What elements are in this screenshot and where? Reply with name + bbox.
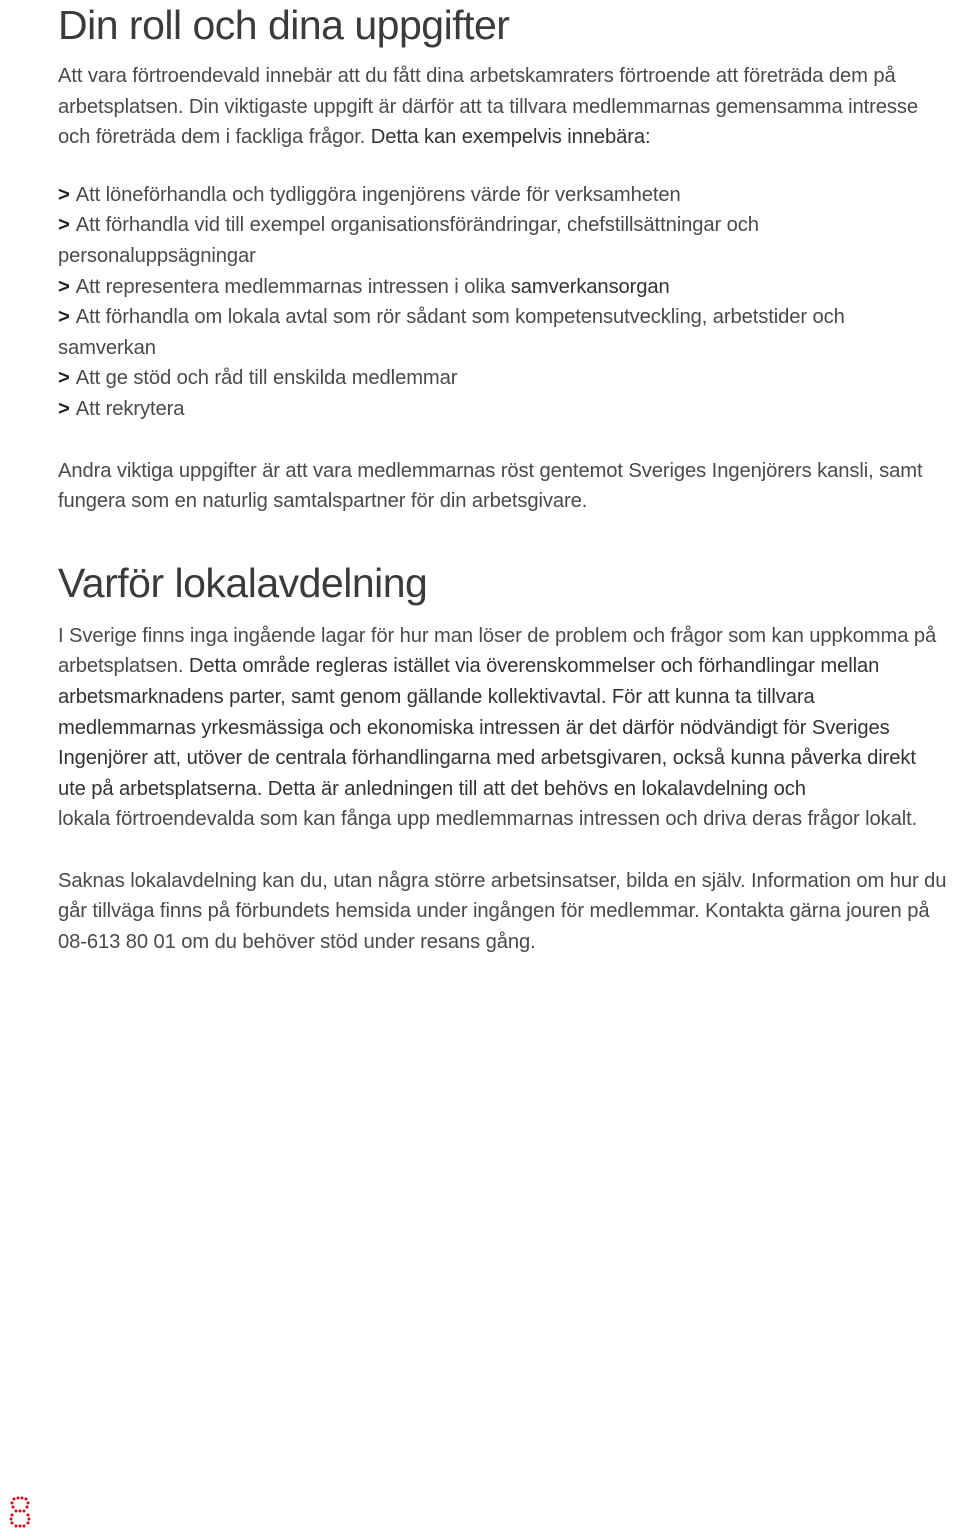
logo-dot [11, 1522, 14, 1525]
logo-dot [17, 1497, 20, 1500]
section-title-lokalavdelning: Varför lokalavdelning [58, 559, 428, 606]
bullet-marker: > [58, 275, 70, 298]
logo-dot [19, 1510, 22, 1513]
task-list [58, 180, 948, 425]
bullet-marker: > [58, 183, 70, 206]
intro-paragraph [58, 61, 948, 153]
logo-dot [11, 1514, 14, 1517]
logo-dot [15, 1525, 18, 1528]
logo-dot [13, 1498, 16, 1501]
list-item-text: Att representera medlemmarnas intressen i olika [75, 275, 511, 298]
logo-dot [15, 1510, 18, 1513]
list-item [58, 210, 948, 271]
paragraph-continuation: lokala förtroendevalda som kan fånga upp medlemmarnas intressen och driva deras frågor lokalt. [58, 808, 918, 831]
bullet-marker: > [58, 367, 70, 390]
logo-dot [12, 1506, 15, 1509]
section-title-roll: Din roll och dina uppgifter [58, 2, 510, 48]
list-item [58, 302, 948, 363]
dotted-logo-icon [8, 1496, 32, 1528]
bullet-marker: > [58, 397, 70, 420]
paragraph-lead: I Sverige finns inga ingående lagar för hur man löser de problem och frågor som kan uppkomma på arbetsplatsen. [58, 624, 937, 678]
logo-dot [10, 1518, 13, 1521]
logo-dot [19, 1525, 22, 1528]
list-item-text: Att förhandla om lokala avtal som rör sådant som kompetensutveckling, arbetstider och samverkan [58, 306, 845, 359]
list-item [58, 394, 948, 425]
list-item [58, 363, 948, 394]
logo-dot [11, 1502, 14, 1505]
bullet-marker: > [58, 306, 70, 329]
list-item-text: Att ge stöd och råd till enskilda medlemmar [75, 367, 458, 390]
dotted-logo-graphic [8, 1496, 32, 1528]
document-page [58, 0, 948, 958]
samverkansorgan-term: samverkansorgan [510, 275, 670, 298]
logo-dot [21, 1497, 24, 1500]
list-item-text: Att rekrytera [75, 397, 185, 420]
intro-lead-in: Detta kan exempelvis innebära: [365, 126, 651, 149]
logo-dot [28, 1518, 31, 1521]
list-item-text: Att förhandla vid till exempel organisationsförändringar, chefstillsättningar och personaluppsägningar [58, 214, 759, 267]
list-item [58, 272, 948, 303]
list-item [58, 180, 948, 211]
list-item-text: Att löneförhandla och tydliggöra ingenjörens värde för verksamheten [75, 183, 681, 206]
intro-text: Att vara förtroendevald innebär att du fått dina arbetskamraters förtroende att företräda dem på arbetsplatsen. Din viktigaste uppgift är därför att ta tillvara medlemmarnas gemensamma intresse och företräda dem i fackliga frågor. [58, 65, 918, 149]
logo-dot [26, 1506, 29, 1509]
contact-paragraph: Saknas lokalavdelning kan du, utan några större arbetsinsatser, bilda en själv. Information om hur du går tillväga finns på förbundets hemsida under ingången för medlemmar. Kontakta gärna jouren på 08-613 80 01 om du behöver stöd under resans gång. [58, 869, 947, 954]
logo-dot [27, 1502, 30, 1505]
lokalavdelning-paragraph [58, 621, 948, 805]
logo-dot [27, 1522, 30, 1525]
logo-dot [25, 1498, 28, 1501]
logo-dot [23, 1525, 26, 1528]
closing-paragraph: Andra viktiga uppgifter är att vara medlemmarnas röst gentemot Sveriges Ingenjörers kansli, samt fungera som en naturlig samtalspartner för din arbetsgivare. [58, 459, 923, 513]
paragraph-body: Detta område regleras istället via överenskommelser och förhandlingar mellan arbetsmarknadens parter, samt genom gällande kollektivavtal. För att kunna ta tillvara medlemmarnas yrkesmässiga och ekonomiska intressen är det därför nödvändigt för Sveriges Ingenjörer att, utöver de centrala förhandlingarna med arbetsgivaren, också kunna påverka direkt ute på arbetsplatserna. Detta är anledningen till att det behövs en lokalavdelning och [58, 655, 916, 800]
bullet-marker: > [58, 214, 70, 237]
logo-dot [23, 1510, 26, 1513]
logo-dot [27, 1514, 30, 1517]
